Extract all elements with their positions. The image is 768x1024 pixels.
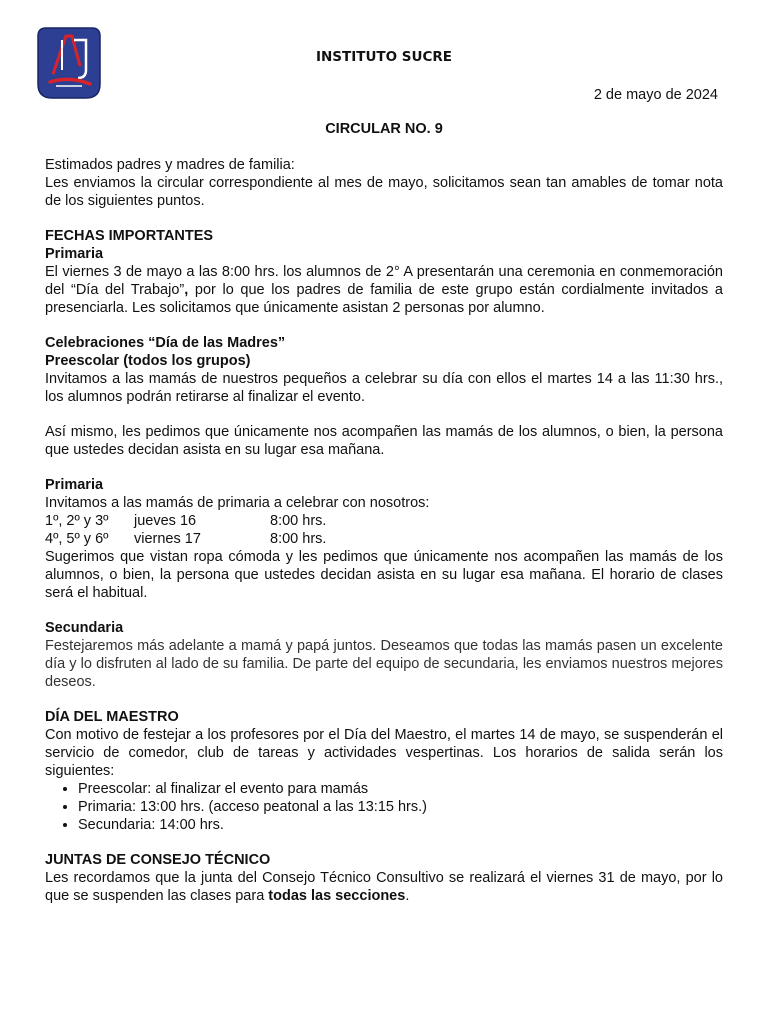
section-heading-juntas: JUNTAS DE CONSEJO TÉCNICO [45,852,271,868]
subheading-primaria-madres: Primaria [45,477,104,493]
greeting: Estimados padres y madres de familia: [45,157,295,173]
section-heading-fechas: FECHAS IMPORTANTES [45,228,214,244]
schedule-row: 1º, 2º y 3º jueves 16 8:00 hrs. [45,513,327,529]
subheading-preescolar: Preescolar (todos los grupos) [45,353,251,369]
juntas-text: Les recordamos que la junta del Consejo Técnico Consultivo se realizará el viernes 31 de mayo, por lo que se suspenden las clases para todas las secciones. [45,870,723,904]
intro-text: Les enviamos la circular correspondiente al mes de mayo, solicitamos sean tan amables de tomar nota de los siguientes puntos. [45,175,723,209]
section-heading-maestro: DÍA DEL MAESTRO [45,709,179,725]
school-name: INSTITUTO SUCRE [315,49,453,65]
section-heading-madres: Celebraciones “Día de las Madres” [45,335,286,351]
primaria-madres-text: Sugerimos que vistan ropa cómoda y les pedimos que únicamente nos acompañen las mamás de los alumnos, o bien, la persona que ustedes decidan asista en su lugar esa mañana. El horario de clases será el habitual. [45,549,723,601]
schedule-row: 4º, 5º y 6º viernes 17 8:00 hrs. [45,531,327,547]
maestro-text: Con motivo de festejar a los profesores por el Día del Maestro, el martes 14 de mayo, se suspenderán el servicio de comedor, club de tareas y actividades vespertinas. Los horarios de salida serán los siguientes: [45,727,723,779]
list-item: • Secundaria: 14:00 hrs. [78,816,723,834]
preescolar-text-1: Invitamos a las mamás de nuestros pequeños a celebrar su día con ellos el martes 14 a las 11:30 hrs., los alumnos podrán retirarse al finalizar el evento. [45,371,723,405]
document-body [45,156,723,905]
secundaria-text: Festejaremos más adelante a mamá y papá juntos. Deseamos que todas las mamás pasen un excelente día y lo disfruten al lado de su familia. De parte del equipo de secundaria, les enviamos nuestros mejores deseos. [45,638,723,690]
list-item: • Primaria: 13:00 hrs. (acceso peatonal a las 13:15 hrs.) [78,798,723,816]
circular-title: CIRCULAR NO. 9 [325,121,443,137]
list-item: • Preescolar: al finalizar el evento para mamás [78,780,723,798]
fechas-primaria-text: El viernes 3 de mayo a las 8:00 hrs. los alumnos de 2° A presentarán una ceremonia en conmemoración del “Día del Trabajo”, por lo que los padres de familia de este grupo están cordialmente invitados a presenciarla. Les solicitamos que únicamente asistan 2 personas por alumno. [45,264,723,316]
preescolar-text-2: Así mismo, les pedimos que únicamente nos acompañen las mamás de los alumnos, o bien, la persona que ustedes decidan asista en su lugar esa mañana. [45,424,723,458]
subheading-primaria: Primaria [45,246,104,262]
primaria-intro: Invitamos a las mamás de primaria a celebrar con nosotros: [45,495,430,511]
exit-times-list [45,780,723,834]
subheading-secundaria: Secundaria [45,620,124,636]
document-date: 2 de mayo de 2024 [593,87,718,103]
